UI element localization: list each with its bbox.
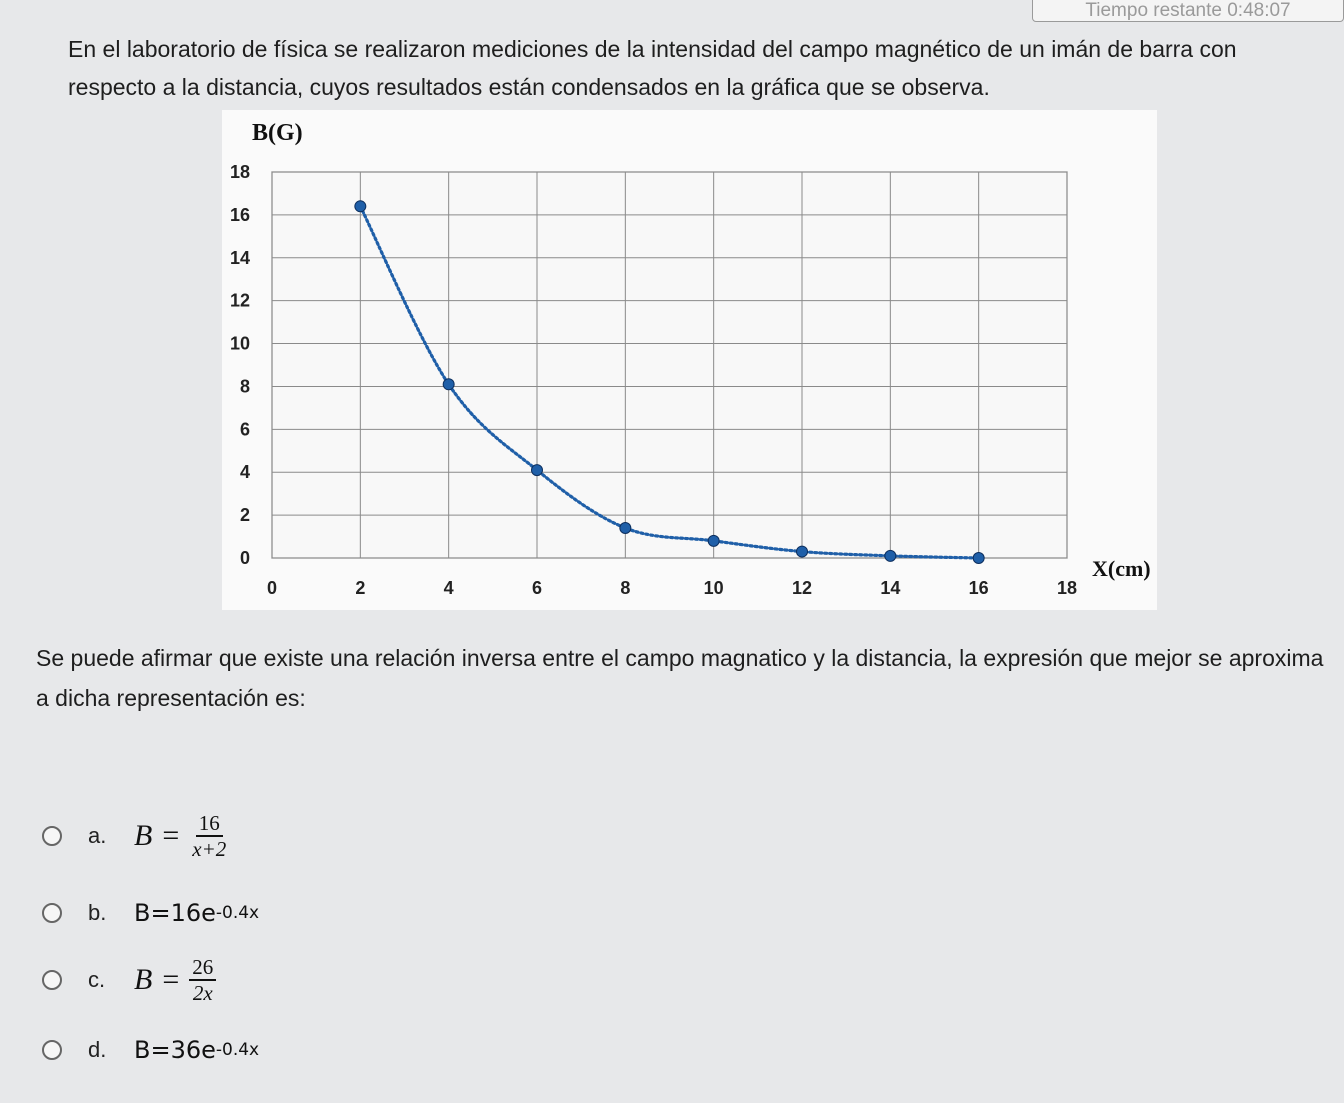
timer-box [1032,0,1344,22]
option-c-letter: c. [88,967,106,992]
x-tick-label: 8 [620,578,631,598]
option-c-lhs: B [134,963,153,996]
y-tick-label: 10 [229,333,250,354]
chart-svg [222,110,1157,610]
option-b-formula [134,899,259,927]
option-d-exponent: -0.4x [215,1040,260,1060]
option-d-base: B=36e [134,1036,216,1064]
prompt-text: Se puede afirmar que existe una relación inversa entre el campo magnatico y la distancia, la expresión que mejor se aproxima a dicha representación es: [36,645,1324,711]
option-c-formula [134,955,216,1005]
data-point [797,546,808,557]
option-a-eq: = [162,819,180,852]
option-b-letter: b. [88,900,107,925]
option-c-fraction [189,955,216,1005]
option-b-radio[interactable] [42,903,62,923]
x-tick-label: 18 [1056,578,1078,598]
x-tick-label: 0 [266,578,278,598]
chart [222,110,1157,610]
option-a-denominator: x+2 [192,837,227,861]
option-a-fraction [189,811,229,861]
option-c-numerator: 26 [189,955,216,981]
timer-text: Tiempo restante 0:48:07 [1085,0,1291,21]
x-tick-label: 16 [968,578,989,598]
data-point [973,553,984,564]
y-tick-label: 6 [239,419,250,440]
option-b[interactable] [42,893,259,933]
option-d[interactable] [42,1030,259,1070]
data-point [355,201,366,212]
x-tick-label: 2 [355,578,366,598]
option-a-formula [134,811,229,861]
option-a-lhs: B [134,819,153,852]
option-a[interactable] [42,811,229,861]
x-tick-label: 14 [880,578,901,598]
option-d-radio[interactable] [42,1040,62,1060]
option-a-numerator: 16 [196,811,223,837]
data-point [532,465,543,476]
option-c-radio[interactable] [42,970,62,990]
data-point [620,522,631,533]
y-tick-label: 2 [239,505,250,526]
x-tick-label: 6 [531,578,543,598]
option-b-base: B=16e [134,899,216,927]
option-c[interactable] [42,955,216,1005]
option-a-radio[interactable] [42,826,62,846]
question-text: En el laboratorio de física se realizaron mediciones de la intensidad del campo magnético de un imán de barra con respecto a la distancia, cuyos resultados están condensados en la gráfica que se observa. [68,36,1237,100]
y-tick-label: 0 [239,548,250,568]
option-d-letter: d. [88,1037,107,1062]
plot-area [272,172,1067,558]
data-point [885,550,896,561]
data-point [443,379,454,390]
y-tick-label: 14 [229,247,250,268]
data-point [708,535,719,546]
y-tick-label: 12 [229,290,250,311]
option-b-exponent: -0.4x [215,903,260,923]
x-tick-label: 12 [791,578,813,598]
option-c-denominator: 2x [192,981,213,1005]
y-tick-label: 8 [239,376,250,397]
y-tick-label: 4 [239,462,250,483]
y-axis-label: B(G) [252,120,303,146]
x-axis-label: X(cm) [1092,556,1151,581]
y-tick-label: 18 [229,162,250,182]
option-a-letter: a. [88,823,107,848]
x-tick-label: 4 [443,578,454,598]
x-tick-label: 10 [703,578,724,598]
y-tick-label: 16 [229,204,250,225]
option-d-formula [134,1036,259,1064]
option-c-eq: = [162,963,180,996]
